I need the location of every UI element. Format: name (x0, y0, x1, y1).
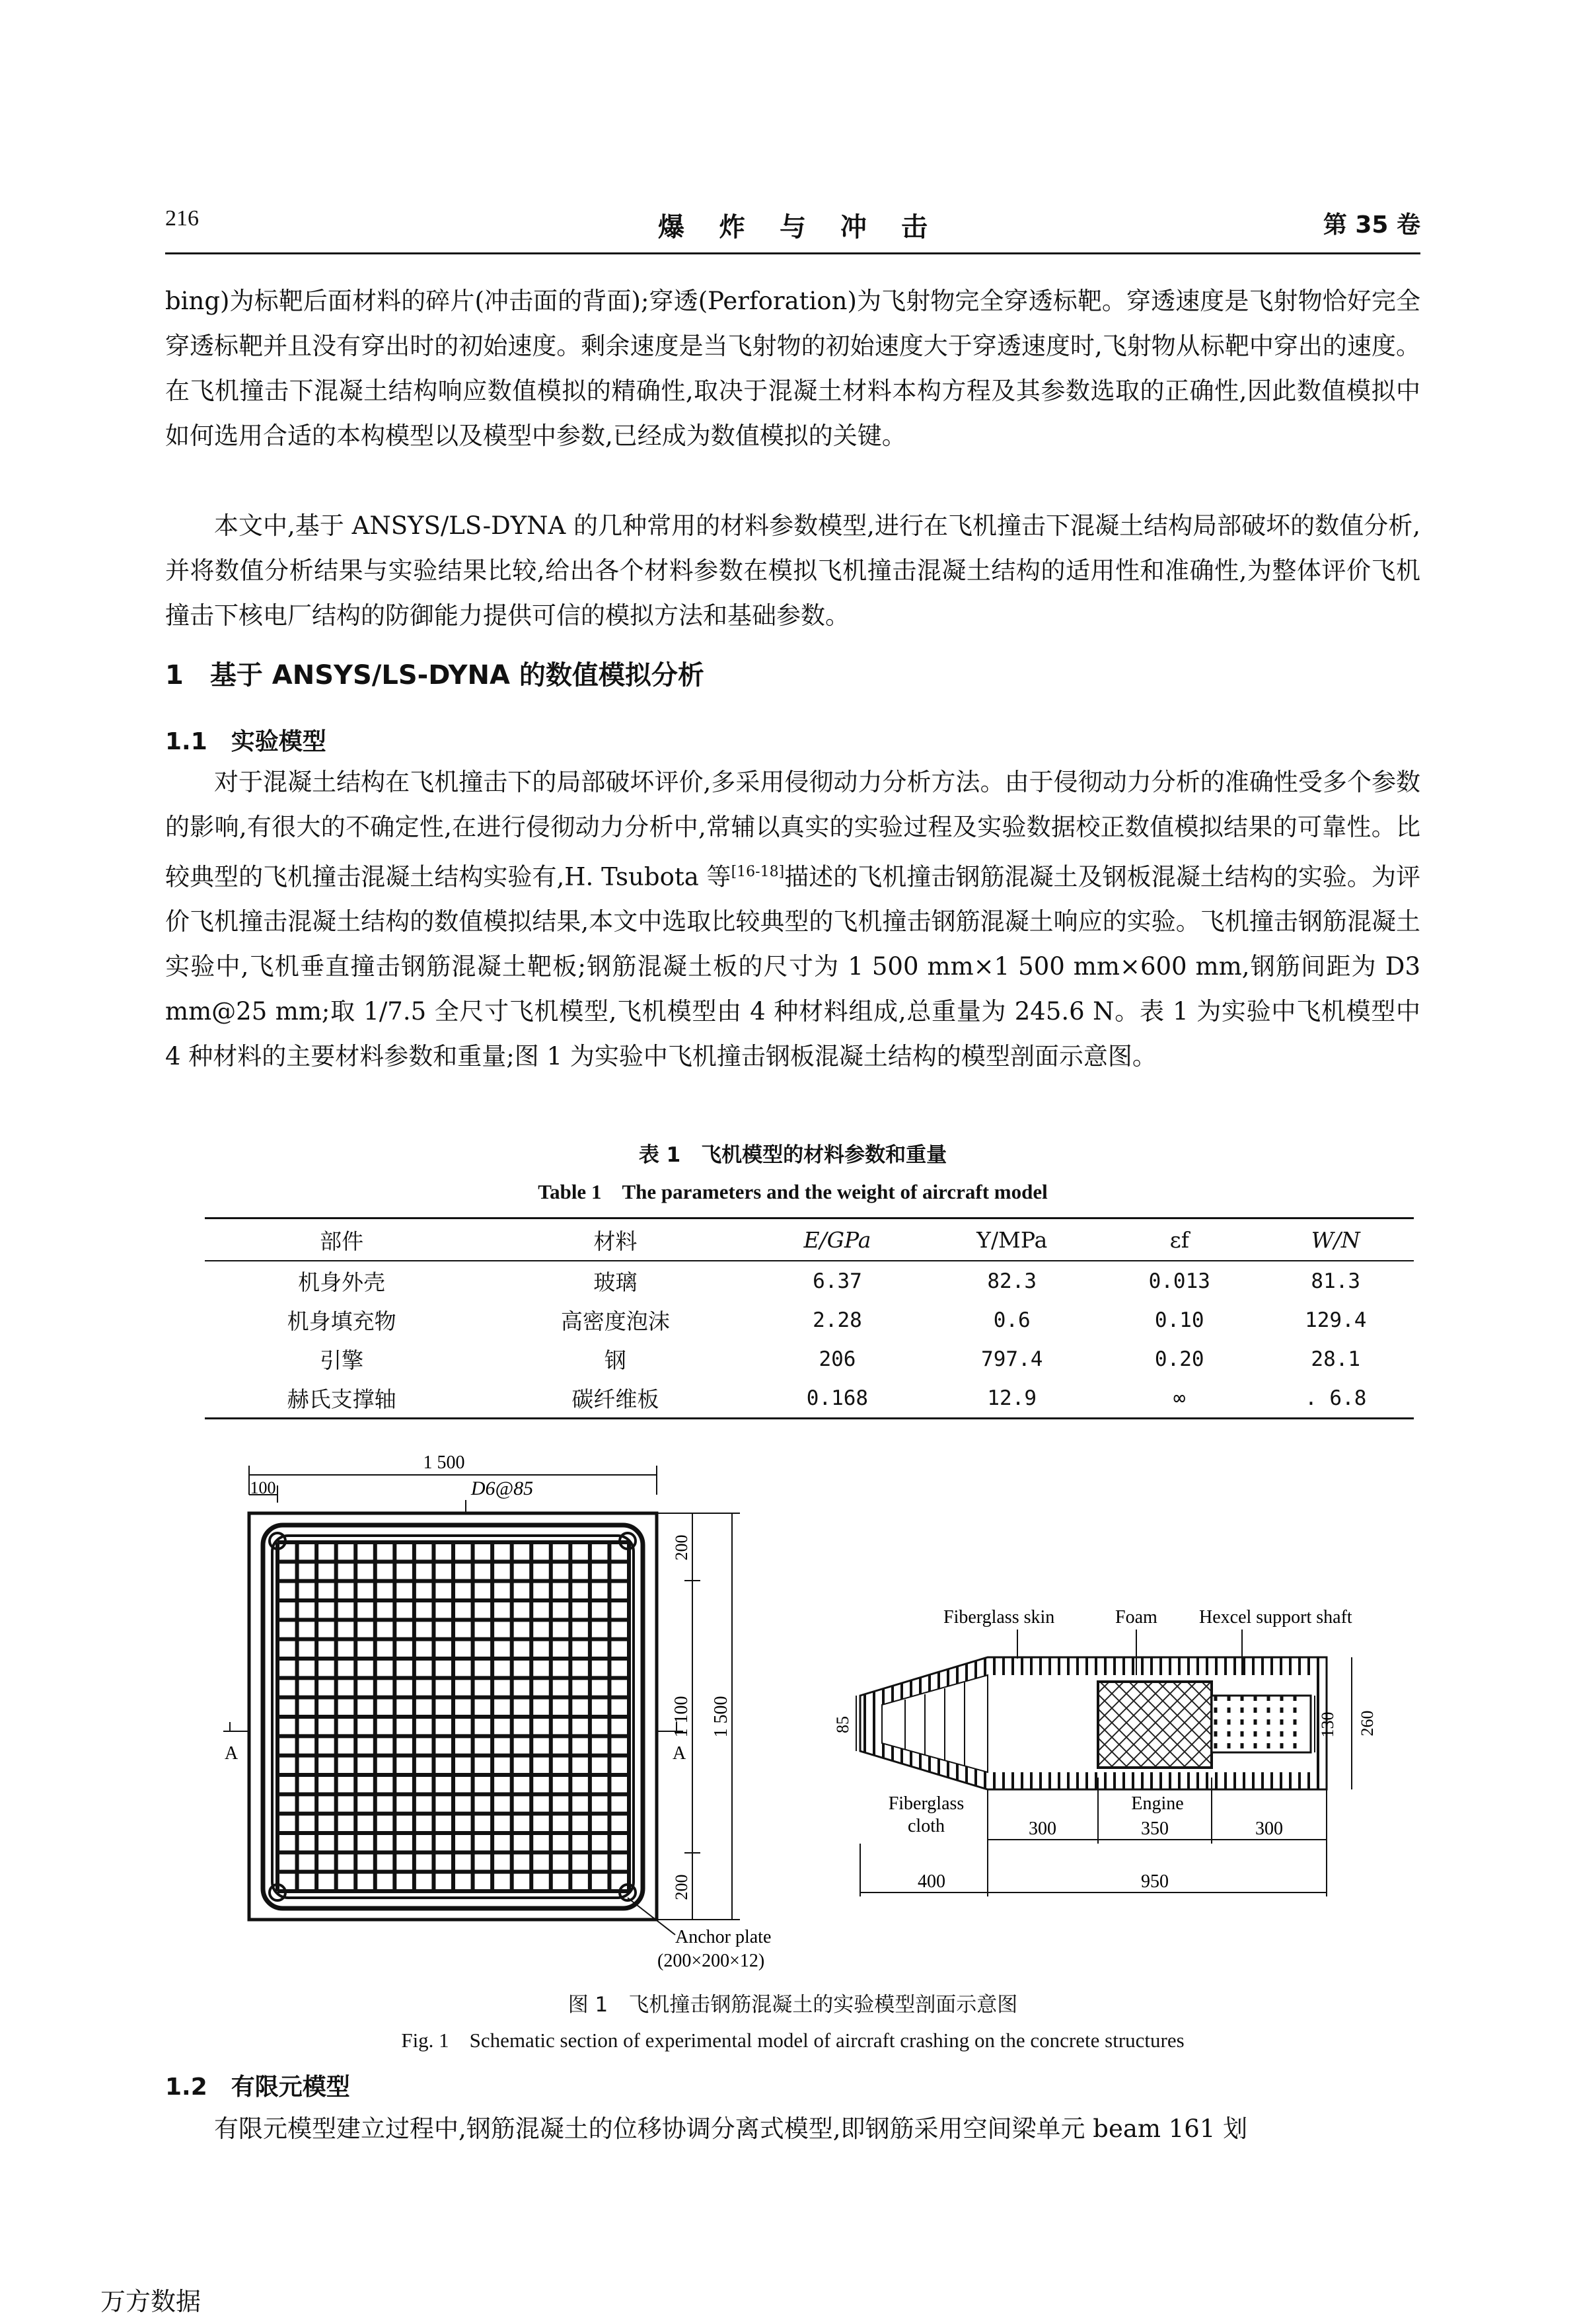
section-mark-left: A (225, 1743, 238, 1764)
label-hexcel-shaft: Hexcel support shaft (1199, 1607, 1352, 1628)
dim-right-top: 200 (672, 1534, 691, 1561)
section-heading-1-1: 1.1 实验模型 (165, 728, 326, 755)
table-cell: 6.37 (813, 1269, 862, 1293)
dim-nose: 85 (833, 1716, 852, 1733)
table-cell: 高密度泡沫 (560, 1308, 670, 1334)
table-cell: 玻璃 (593, 1269, 638, 1295)
section-heading-1-2: 1.2 有限元模型 (165, 2074, 350, 2101)
table-cell: 81.3 (1311, 1269, 1361, 1293)
dim-body: 260 (1358, 1710, 1377, 1737)
table-cell: 28.1 (1311, 1347, 1361, 1371)
table-cell: 797.4 (981, 1347, 1043, 1371)
col-header-w: W/N (1311, 1226, 1360, 1253)
dim-right-mid: 1 100 (671, 1696, 692, 1738)
col-header-ef: εf (1169, 1226, 1189, 1253)
table-cell: 机身填充物 (287, 1308, 396, 1334)
label-fiberglass-skin: Fiberglass skin (943, 1607, 1055, 1628)
table-cell: 赫氏支撑轴 (287, 1386, 396, 1412)
table-caption-en: Table 1 The parameters and the weight of aircraft model (538, 1180, 1048, 1203)
table-cell: 钢 (604, 1347, 626, 1373)
table-caption-cn: 表 1 飞机模型的材料参数和重量 (638, 1143, 947, 1167)
table-cell: 129.4 (1305, 1308, 1367, 1332)
table-cell: 206 (819, 1347, 856, 1371)
col-header-e: E/GPa (803, 1226, 871, 1253)
dim-nose-length: 400 (918, 1871, 945, 1892)
dim-c: 300 (1255, 1818, 1283, 1839)
table-cell: . 6.8 (1305, 1386, 1367, 1410)
dim-slab-width: 1 500 (423, 1452, 465, 1473)
anchor-plate-label: Anchor plate (675, 1927, 772, 1947)
rebar-label: D6@85 (470, 1478, 534, 1499)
col-header-y: Y/MPa (976, 1226, 1048, 1253)
table-cell: 2.28 (813, 1308, 862, 1332)
section-heading-1: 1 基于 ANSYS/LS-DYNA 的数值模拟分析 (165, 660, 704, 691)
paragraph-1: bing)为标靶后面材料的碎片(冲击面的背面);穿透(Perforation)为飞射物完全穿透标靶。穿透速度是飞射物恰好完全穿透标靶并且没有穿出时的初始速度。剩余速度是当飞射物的初始速度大于穿透速度时,飞射物从标靶中穿出的速度。在飞机撞击下混凝土结构响应数值模拟的精确性,取决于混凝土材料本构方程及其参数选取的正确性,因此数值模拟中如何选用合适的本构模型以及模型中参数,已经成为数值模拟的关键。 (165, 287, 1420, 450)
paragraph-3-text-a: 对于混凝土结构在飞机撞击下的局部破坏评价,多采用侵彻动力分析方法。由于侵彻动力分析的准确性受多个参数的影响,有很大的不确定性,在进行侵彻动力分析中,常辅以真实的实验过程及实验数据校正数值模拟结果的可靠性。比较典型的飞机撞击混凝土结构实验有,H. Tsubota 等 (165, 768, 1420, 891)
citation-ref: [16-18] (731, 864, 785, 880)
figure-caption-cn: 图 1 飞机撞击钢筋混凝土的实验模型剖面示意图 (568, 1993, 1018, 2017)
paragraph-4: 有限元模型建立过程中,钢筋混凝土的位移协调分离式模型,即钢筋采用空间梁单元 beam 161 划 (214, 2115, 1248, 2143)
dim-right-bottom: 200 (672, 1874, 691, 1900)
slab-drawing (223, 1452, 771, 1971)
aircraft-drawing (833, 1607, 1377, 1896)
table-cell: 0.168 (806, 1386, 869, 1410)
dim-b: 350 (1141, 1818, 1169, 1839)
volume-label: 第 35 卷 (1323, 211, 1420, 239)
table-cell: ∞ (1173, 1386, 1186, 1410)
label-fiberglass-cloth-2: cloth (908, 1816, 945, 1836)
table-cell: 0.6 (993, 1308, 1031, 1332)
page-number: 216 (165, 206, 199, 231)
section-mark-right: A (673, 1743, 686, 1764)
table-cell: 引擎 (320, 1347, 364, 1373)
paragraph-3-text-b: 描述的飞机撞击钢筋混凝土及钢板混凝土结构的实验。为评价飞机撞击混凝土结构的数值模拟结果,本文中选取比较典型的飞机撞击钢筋混凝土响应的实验。飞机撞击钢筋混凝土实验中,飞机垂直撞击钢筋混凝土靶板;钢筋混凝土板的尺寸为 1 500 mm×1 500 mm×600 mm,钢筋间距为 D3 mm@25 mm;取 1/7.5 全尺寸飞机模型,飞机模型由 4 种材料组成,总重量为 245.6 N。表 1 为实验中飞机模型中 4 种材料的主要材料参数和重量;图 1 为实验中飞机撞击钢板混凝土结构的模型剖面示意图。 (165, 862, 1420, 1071)
table-cell: 0.10 (1154, 1308, 1204, 1332)
dim-right-total: 1 500 (711, 1696, 731, 1738)
dim-shaft: 130 (1318, 1711, 1337, 1738)
table-cell: 82.3 (987, 1269, 1037, 1293)
table-cell: 机身外壳 (298, 1269, 386, 1295)
figure-caption-en: Fig. 1 Schematic section of experimental model of aircraft crashing on the concrete structures (401, 2029, 1185, 2052)
table-cell: 0.20 (1154, 1347, 1204, 1371)
dim-body-length: 950 (1141, 1871, 1169, 1892)
engine-block (1098, 1682, 1212, 1768)
label-fiberglass-cloth-1: Fiberglass (888, 1793, 965, 1814)
col-header-part: 部件 (320, 1228, 364, 1254)
table-cell: 0.013 (1148, 1269, 1210, 1293)
col-header-material: 材料 (593, 1228, 638, 1254)
footer-watermark: 万方数据 (100, 2287, 201, 2316)
journal-title: 爆炸与冲击 (658, 211, 962, 243)
label-engine: Engine (1131, 1793, 1184, 1814)
dim-edge: 100 (250, 1478, 276, 1497)
paragraph-2: 本文中,基于 ANSYS/LS-DYNA 的几种常用的材料参数模型,进行在飞机撞击下混凝土结构局部破坏的数值分析,并将数值分析结果与实验结果比较,给出各个材料参数在模拟飞机撞击混凝土结构的适用性和准确性,为整体评价飞机撞击下核电厂结构的防御能力提供可信的模拟方法和基础参数。 (165, 511, 1420, 630)
table-cell: 碳纤维板 (571, 1386, 659, 1412)
label-foam: Foam (1115, 1607, 1157, 1628)
dim-a: 300 (1029, 1818, 1056, 1839)
anchor-plate-size: (200×200×12) (657, 1951, 765, 1971)
table-cell: 12.9 (987, 1386, 1037, 1410)
